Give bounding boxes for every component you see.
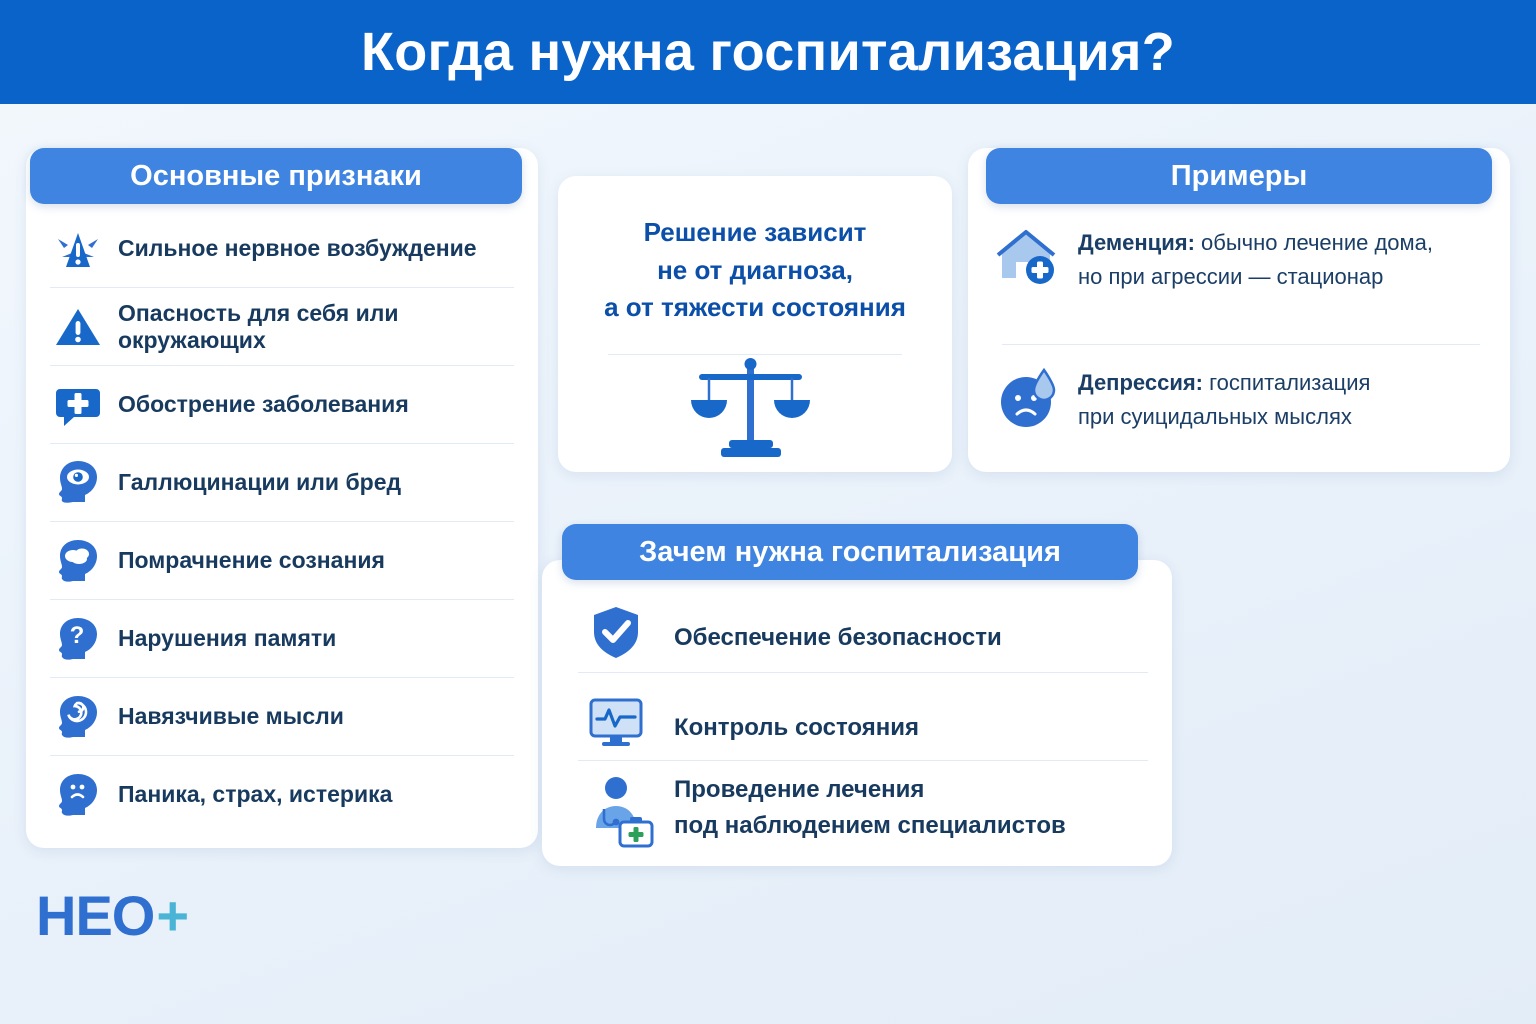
list-item-label: Сильное нервное возбуждение: [118, 235, 477, 262]
list-item: [50, 522, 514, 600]
divider: [1002, 344, 1480, 345]
list-item-label: Помрачнение сознания: [118, 547, 385, 574]
list-item-label: Опасность для себя или окружающих: [118, 300, 399, 353]
divider: [578, 672, 1148, 673]
head-eye-icon: [50, 455, 106, 511]
page-header: [0, 0, 1536, 104]
why-text: [674, 772, 1066, 844]
example-bold-label: Деменция:: [1078, 230, 1195, 255]
medical-cross-speech-icon: [50, 377, 106, 433]
exclamation-burst-icon: [50, 221, 106, 277]
list-item: [586, 772, 1146, 844]
why-text: Обеспечение безопасности: [674, 624, 1002, 651]
example-line-2: но при агрессии — стационар: [1078, 264, 1384, 290]
signs-list: [26, 210, 538, 833]
list-item-label: Паника, страх, истерика: [118, 781, 393, 808]
why-card-header-label: Зачем нужна госпитализация: [639, 535, 1061, 568]
list-item: [50, 366, 514, 444]
list-item: [586, 602, 1146, 674]
examples-card-header: [986, 148, 1492, 204]
house-medical-icon: [992, 222, 1064, 294]
sad-face-drop-icon: [992, 362, 1064, 434]
list-item: [50, 756, 514, 833]
list-item: [50, 288, 514, 366]
list-item-label: Обострение заболевания: [118, 391, 409, 418]
why-line-1: Проведение лечения: [674, 776, 925, 803]
list-item: [50, 210, 514, 288]
decision-line-3: а от тяжести состояния: [604, 292, 906, 323]
why-text: Контроль состояния: [674, 714, 920, 741]
svg-text:?: ?: [69, 621, 85, 649]
logo: [36, 884, 190, 947]
example-line-2: при суицидальных мыслях: [1078, 404, 1352, 430]
decision-card: [558, 176, 952, 472]
list-item: [992, 222, 1492, 294]
decision-line-1: Решение зависит: [643, 217, 867, 247]
monitor-pulse-icon: [586, 692, 658, 764]
page-title: Когда нужна госпитализация?: [361, 22, 1175, 82]
signs-card-header-label: Основные признаки: [130, 159, 422, 192]
list-item-label: Нарушения памяти: [118, 625, 337, 652]
list-item: [992, 362, 1492, 434]
shield-check-icon: [586, 602, 658, 674]
scales-balance-icon: [685, 352, 825, 462]
head-panic-icon: [50, 767, 106, 823]
decision-line-2: не от диагноза,: [657, 254, 853, 285]
warning-triangle-icon: [50, 299, 106, 355]
why-card-header: [562, 524, 1138, 580]
examples-card-header-label: Примеры: [1170, 159, 1308, 192]
head-cloud-icon: [50, 533, 106, 589]
example-text: [1078, 362, 1370, 434]
example-line-1: госпитализация: [1203, 370, 1371, 395]
logo-plus-icon: +: [156, 884, 190, 947]
list-item: [586, 692, 1146, 764]
list-item: [50, 444, 514, 522]
example-bold-label: Депрессия:: [1078, 370, 1204, 395]
example-line-1: обычно лечение дома,: [1194, 230, 1433, 255]
signs-card-header: [30, 148, 522, 204]
divider: [578, 760, 1148, 761]
example-text: [1078, 222, 1433, 294]
list-item-label: Галлюцинации или бред: [118, 469, 402, 496]
doctor-icon: [586, 772, 658, 844]
list-item: [50, 678, 514, 756]
logo-text: НЕО: [36, 884, 155, 947]
decision-text: [582, 214, 928, 327]
list-item: [50, 600, 514, 678]
why-line-2: под наблюдением специалистов: [674, 812, 1066, 839]
head-question-icon: [50, 611, 106, 667]
list-item-label: Навязчивые мысли: [118, 703, 344, 730]
head-spiral-icon: [50, 689, 106, 745]
